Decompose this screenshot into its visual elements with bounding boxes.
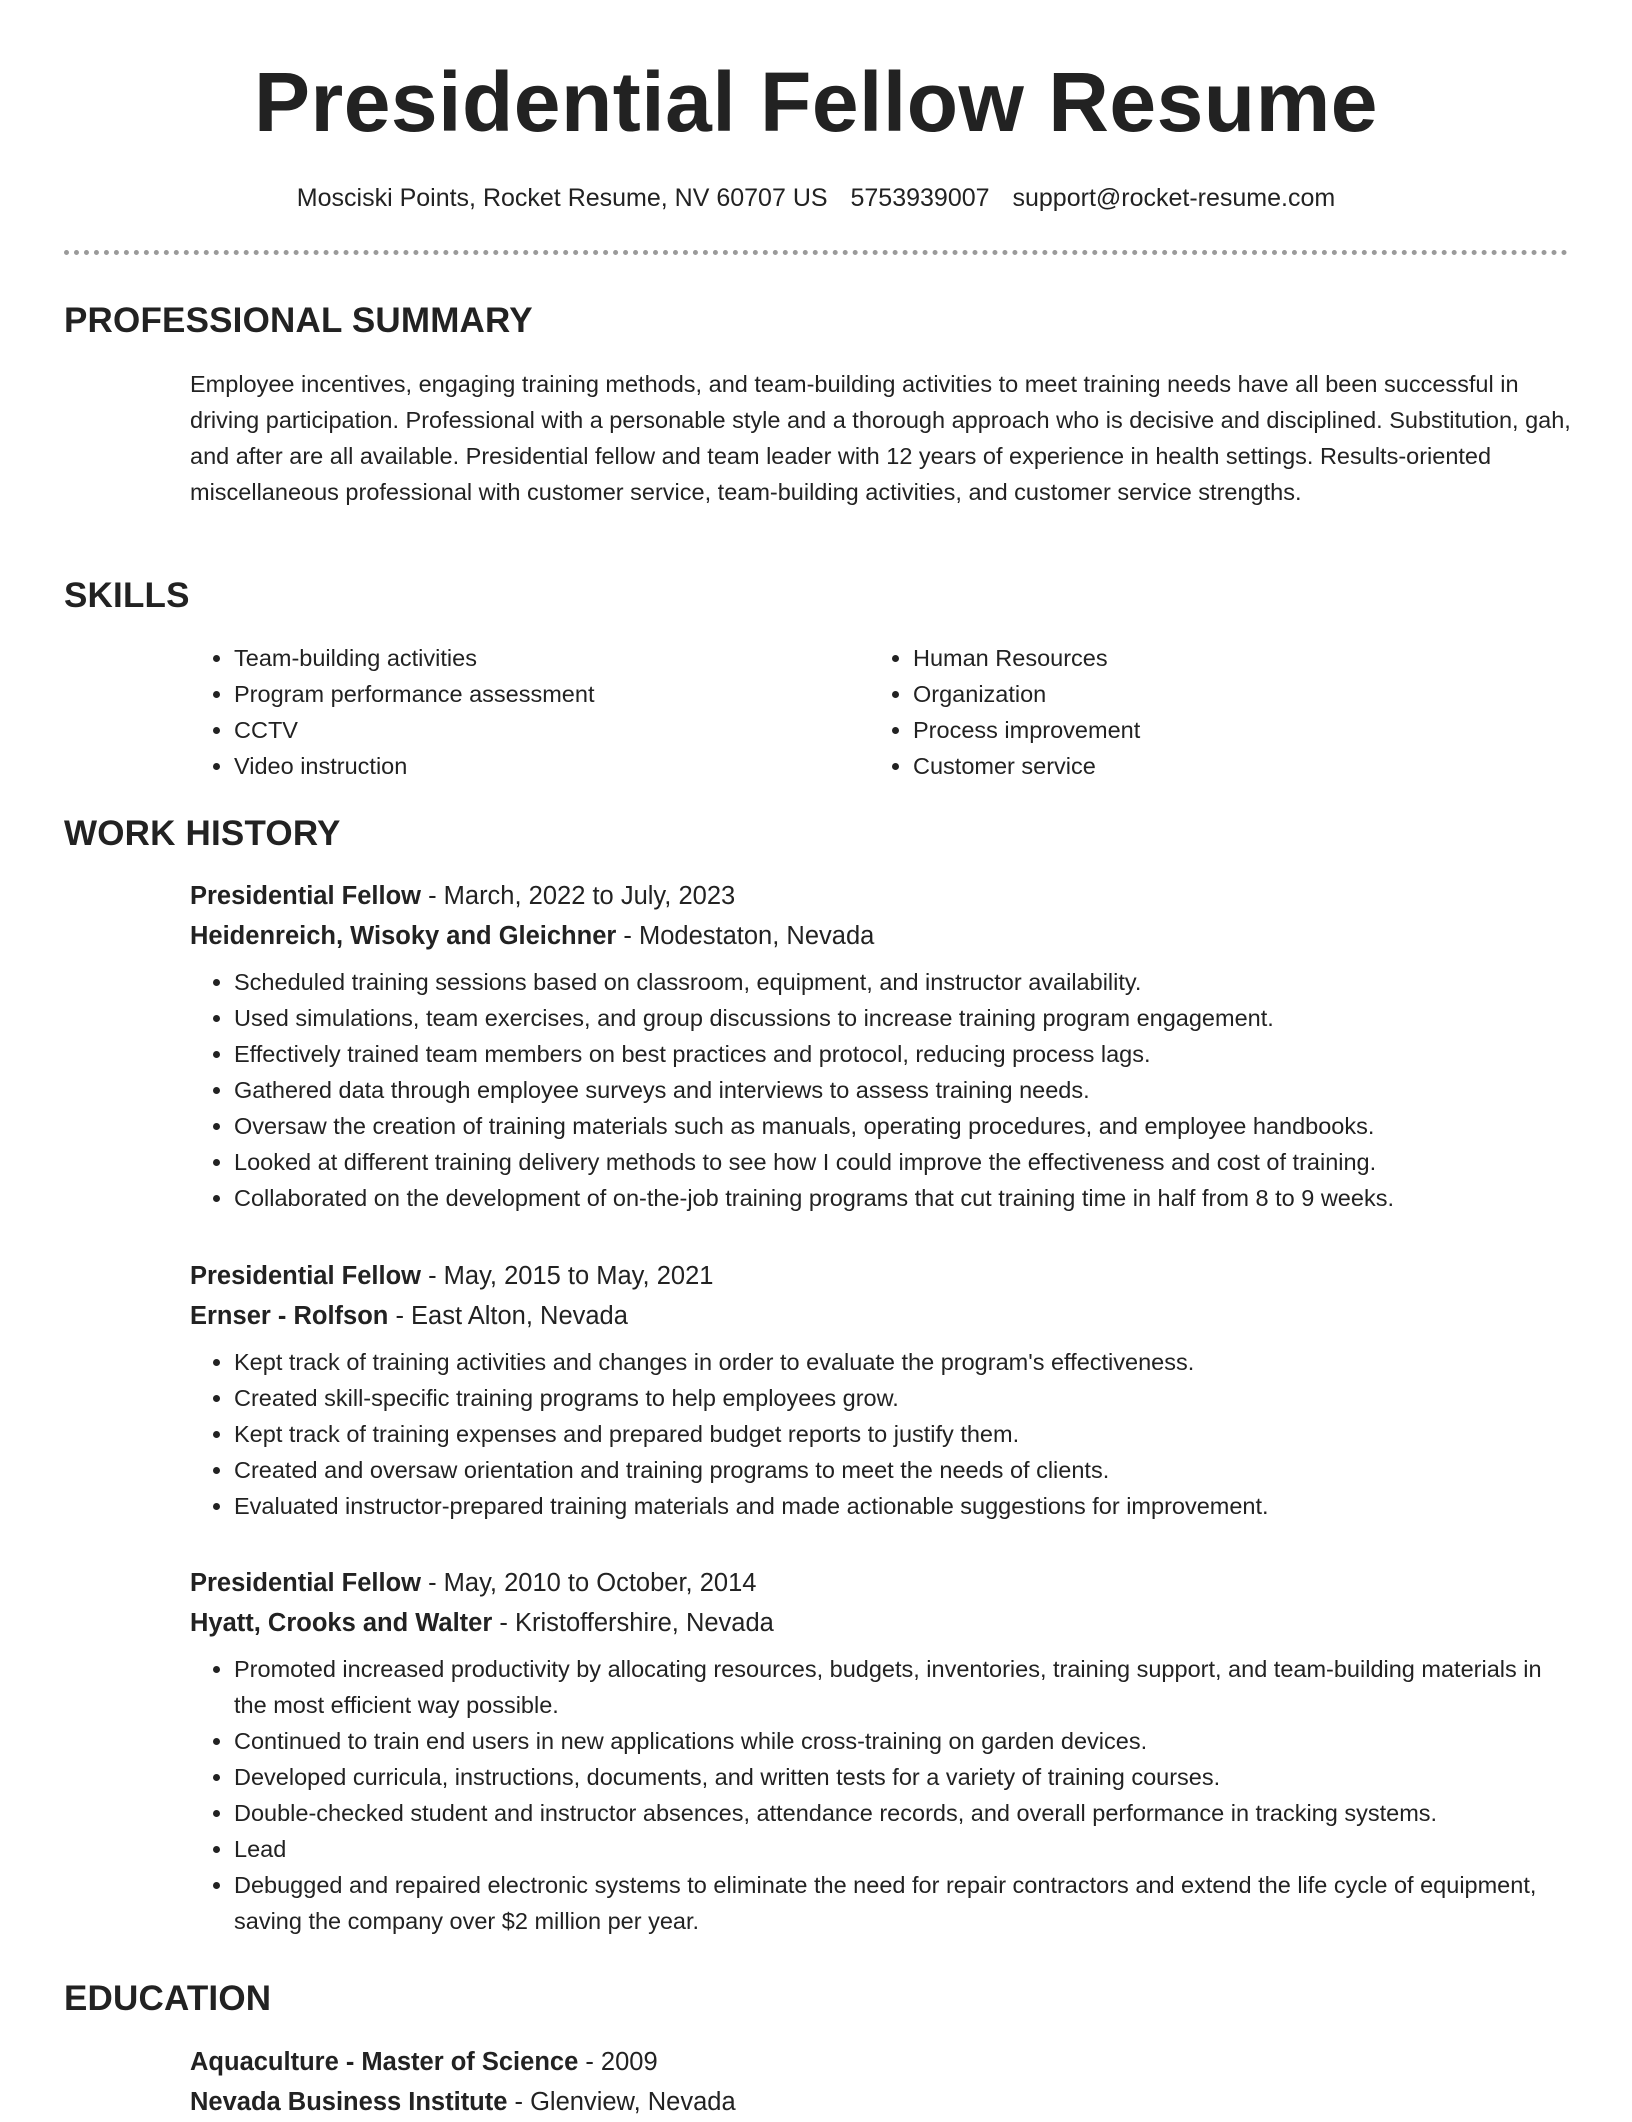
job-bullet: • Looked at different training delivery methods to see how I could improve the effectiveness and cost of training. — [234, 1144, 1572, 1180]
education-year: - 2009 — [578, 2048, 658, 2076]
job-bullets — [190, 1344, 1572, 1524]
job-bullet: • Continued to train end users in new applications while cross-training on garden devices. — [234, 1723, 1572, 1759]
contact-phone: 5753939007 — [850, 184, 990, 212]
job-company: Heidenreich, Wisoky and Gleichner — [190, 922, 617, 950]
job-bullet: • Created and oversaw orientation and training programs to meet the needs of clients. — [234, 1452, 1572, 1488]
job-entry — [190, 1256, 1572, 1524]
job-location: - Modestaton, Nevada — [616, 922, 875, 950]
job-company-line — [190, 916, 1572, 956]
job-bullet: • Scheduled training sessions based on classroom, equipment, and instructor availability. — [234, 964, 1572, 1000]
skills-column-right — [869, 640, 1548, 784]
job-company-line — [190, 1296, 1572, 1336]
education-school: Nevada Business Institute — [190, 2088, 508, 2116]
skill-item: • Human Resources — [913, 640, 1548, 676]
job-bullet: • Used simulations, team exercises, and group discussions to increase training program engagement. — [234, 1000, 1572, 1036]
job-dates: - May, 2010 to October, 2014 — [420, 1569, 757, 1597]
job-bullet: • Kept track of training expenses and prepared budget reports to justify them. — [234, 1416, 1572, 1452]
job-location: - Kristoffershire, Nevada — [492, 1609, 774, 1637]
job-bullet: • Kept track of training activities and changes in order to evaluate the program's effectiveness. — [234, 1344, 1572, 1380]
education-school-line — [190, 2082, 1572, 2122]
education-degree-line — [190, 2042, 1572, 2082]
education-entry — [190, 2042, 1572, 2122]
skill-item: • CCTV — [234, 712, 869, 748]
job-bullet: • Created skill-specific training programs to help employees grow. — [234, 1380, 1572, 1416]
contact-address: Mosciski Points, Rocket Resume, NV 60707 US — [296, 184, 828, 212]
job-title: Presidential Fellow — [190, 1569, 421, 1597]
contact-line — [0, 182, 1632, 214]
job-title: Presidential Fellow — [190, 1262, 421, 1290]
job-bullet: • Effectively trained team members on best practices and protocol, reducing process lags. — [234, 1036, 1572, 1072]
work-history-heading: WORK HISTORY — [64, 814, 341, 853]
job-entry — [190, 876, 1572, 1216]
skills-column-left — [190, 640, 869, 784]
job-title-line — [190, 1256, 1572, 1296]
job-bullet: • Lead — [234, 1831, 1572, 1867]
job-bullets — [190, 1651, 1572, 1939]
job-title-line — [190, 1563, 1572, 1603]
job-bullet: • Debugged and repaired electronic systems to eliminate the need for repair contractors and extend the life cycle of equipment, saving the company over $2 million per year. — [234, 1867, 1572, 1939]
skill-item: • Process improvement — [913, 712, 1548, 748]
job-company: Hyatt, Crooks and Walter — [190, 1609, 493, 1637]
job-dates: - March, 2022 to July, 2023 — [420, 882, 736, 910]
summary-heading: PROFESSIONAL SUMMARY — [64, 301, 533, 340]
job-bullet: • Oversaw the creation of training materials such as manuals, operating procedures, and employee handbooks. — [234, 1108, 1572, 1144]
job-bullet: • Double-checked student and instructor absences, attendance records, and overall performance in tracking systems. — [234, 1795, 1572, 1831]
education-degree: Aquaculture - Master of Science — [190, 2048, 579, 2076]
job-entry — [190, 1563, 1572, 1939]
skills-list — [190, 640, 1572, 784]
job-bullet: • Promoted increased productivity by allocating resources, budgets, inventories, training support, and team-building materials in the most efficient way possible. — [234, 1651, 1572, 1723]
contact-email: support@rocket-resume.com — [1012, 184, 1336, 212]
education-location: - Glenview, Nevada — [507, 2088, 736, 2116]
skill-item: • Program performance assessment — [234, 676, 869, 712]
job-bullet: • Collaborated on the development of on-the-job training programs that cut training time in half from 8 to 9 weeks. — [234, 1180, 1572, 1216]
job-title: Presidential Fellow — [190, 882, 421, 910]
skill-item: • Organization — [913, 676, 1548, 712]
job-bullet: • Gathered data through employee surveys and interviews to assess training needs. — [234, 1072, 1572, 1108]
skill-item: • Customer service — [913, 748, 1548, 784]
skill-item: • Team-building activities — [234, 640, 869, 676]
job-company-line — [190, 1603, 1572, 1643]
job-bullets — [190, 964, 1572, 1216]
skill-item: • Video instruction — [234, 748, 869, 784]
job-title-line — [190, 876, 1572, 916]
job-company: Ernser - Rolfson — [190, 1302, 389, 1330]
summary-text: Employee incentives, engaging training methods, and team-building activities to meet training needs have all been successful in driving participation. Professional with a personable style and a thorough approach who is decisive and disciplined. Substitution, gah, and after are all available. Presidential fellow and team leader with 12 years of experience in health settings. Results-oriented miscellaneous professional with customer service, team-building activities, and customer service strengths. — [190, 371, 1571, 505]
job-bullet: • Developed curricula, instructions, documents, and written tests for a variety of training courses. — [234, 1759, 1572, 1795]
job-dates: - May, 2015 to May, 2021 — [420, 1262, 714, 1290]
resume-title: Presidential Fellow Resume — [253, 55, 1379, 149]
skills-heading: SKILLS — [64, 576, 190, 615]
header-divider — [64, 250, 1568, 255]
job-bullet: • Evaluated instructor-prepared training materials and made actionable suggestions for improvement. — [234, 1488, 1572, 1524]
education-heading: EDUCATION — [64, 1979, 272, 2018]
job-location: - East Alton, Nevada — [388, 1302, 628, 1330]
